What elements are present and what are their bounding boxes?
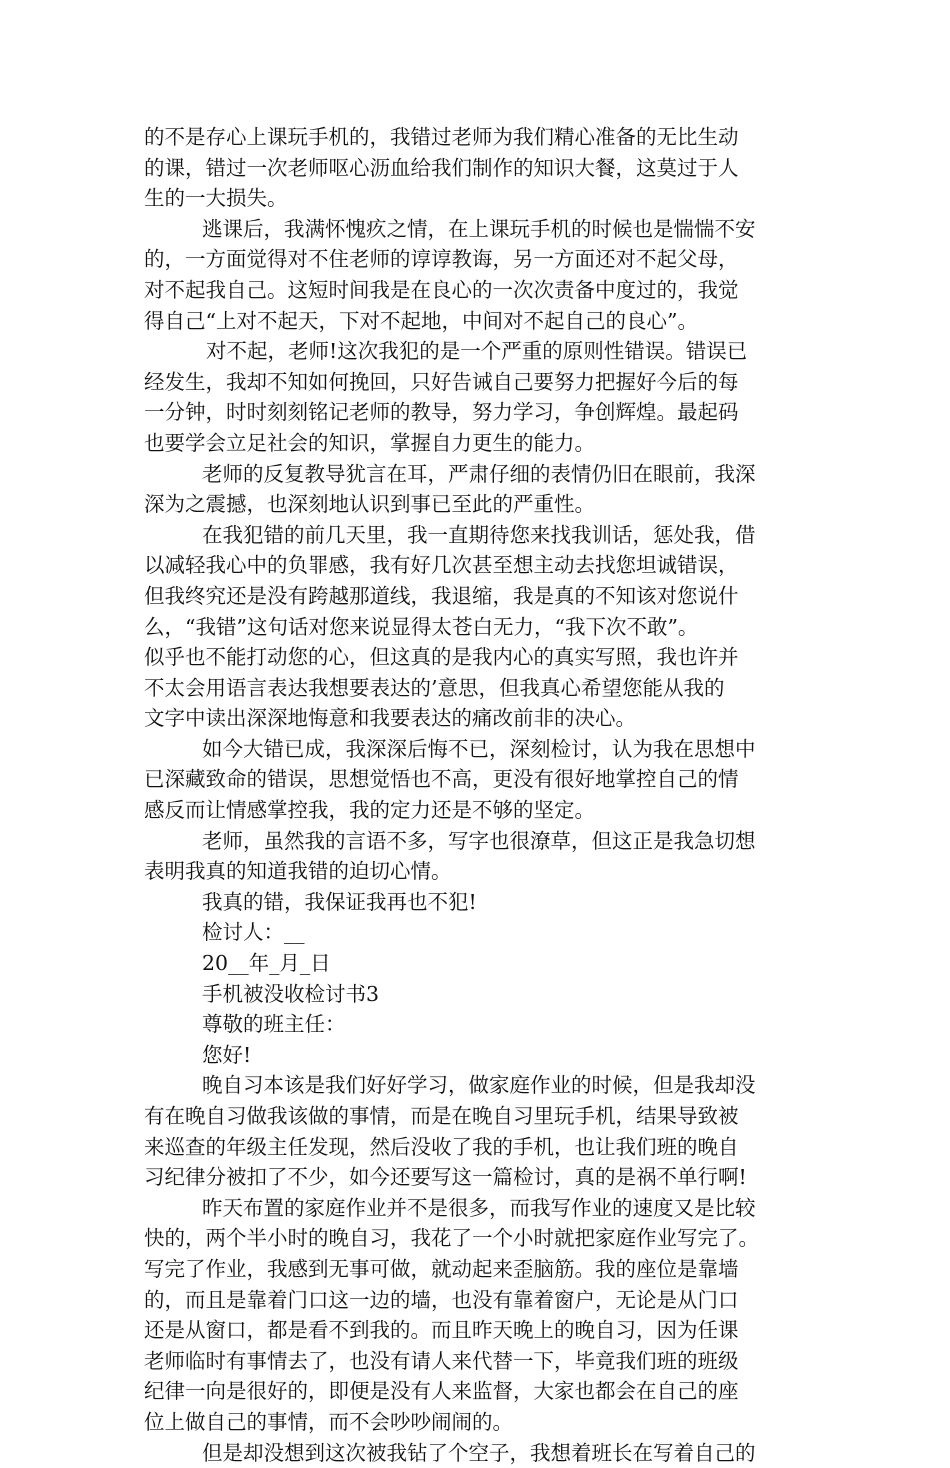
document-paragraph [144,1193,824,1438]
text-line: 检讨人：__ [202,920,305,945]
text-line: 以减轻我心中的负罪感，我有好几次甚至想主动去找您坦诚错误， [144,553,739,578]
text-line: 您好! [202,1042,252,1067]
document-paragraph [144,887,824,918]
text-line: 昨天布置的家庭作业并不是很多，而我写作业的速度又是比较 [202,1195,756,1220]
text-line: 的课，错过一次老师呕心沥血给我们制作的知识大餐，这莫过于人 [144,155,739,180]
text-line: 的，而且是靠着门口这一边的墙，也没有靠着窗户，无论是从门口 [144,1287,739,1312]
text-line: 但是却没想到这次被我钻了个空子，我想着班长在写着自己的 [202,1440,756,1465]
document-paragraph [144,520,824,734]
document-paragraph [144,1040,824,1071]
text-line: 晚自习本该是我们好好学习，做家庭作业的时候，但是我却没 [202,1073,756,1098]
document-paragraph [144,948,824,979]
text-line: 写完了作业，我感到无事可做，就动起来歪脑筋。我的座位是靠墙 [144,1256,739,1281]
document-paragraph [144,1009,824,1040]
text-line: 还是从窗口，都是看不到我的。而且昨天晚上的晚自习，因为任课 [144,1318,739,1343]
text-line: 手机被没收检讨书3 [202,981,380,1006]
document-paragraph [144,917,824,948]
text-line: 得自己“上对不起天，下对不起地，中间对不起自己的良心”。 [144,308,698,333]
text-line: 文字中读出深深地悔意和我要表达的痛改前非的决心。 [144,706,636,731]
text-line: 有在晚自习做我该做的事情，而是在晚自习里玩手机，结果导致被 [144,1104,739,1128]
text-line: 习纪律分被扣了不少，如今还要写这一篇检讨，真的是祸不单行啊! [144,1165,747,1190]
text-line: 对不起，老师!这次我犯的是一个严重的原则性错误。错误已 [206,339,748,364]
text-line: 的，一方面觉得对不住老师的谆谆教诲，另一方面还对不起父母， [144,247,739,272]
text-line: 不太会用语言表达我想要表达的’意思，但我真心希望您能从我的 [144,675,725,700]
document-paragraph [144,1438,824,1468]
text-line: 快的，两个半小时的晚自习，我花了一个小时就把家庭作业写完了。 [144,1226,759,1251]
document-paragraph [144,826,824,887]
text-line: 一分钟，时时刻刻铭记老师的教导，努力学习，争创辉煌。最起码 [144,400,739,425]
text-line: 我真的错，我保证我再也不犯! [202,889,477,914]
text-line: 逃课后，我满怀愧疚之情，在上课玩手机的时候也是惴惴不安 [202,216,756,241]
text-line: 20__年_月_日 [202,951,331,976]
document-paragraph [144,122,824,214]
text-line: 老师的反复教导犹言在耳，严肃仔细的表情仍旧在眼前，我深 [202,461,756,486]
text-line: 老师临时有事情去了，也没有请人来代替一下，毕竟我们班的班级 [144,1348,739,1373]
text-line: 如今大错已成，我深深后悔不已，深刻检讨，认为我在思想中 [202,736,756,761]
document-paragraph [144,459,824,520]
text-line: 在我犯错的前几天里，我一直期待您来找我训话，惩处我，借 [202,522,756,547]
text-line: 也要学会立足社会的知识，掌握自力更生的能力。 [144,430,595,455]
text-line: 来巡查的年级主任发现，然后没收了我的手机，也让我们班的晚自 [144,1134,739,1159]
document-paragraph [144,336,824,458]
document-paragraph [144,979,824,1010]
text-line: 么，“我错”这句话对您来说显得太苍白无力，“我下次不敢”。 [144,614,699,639]
text-line: 对不起我自己。这短时间我是在良心的一次次责备中度过的，我觉 [144,277,739,302]
document-paragraph [144,1070,824,1192]
text-line: 生的一大损失。 [144,186,288,211]
text-line: 表明我真的知道我错的迫切心情。 [144,859,452,884]
text-line: 感反而让情感掌控我，我的定力还是不够的坚定。 [144,798,595,823]
text-line: 已深藏致命的错误，思想觉悟也不高，更没有很好地掌控自己的情 [144,767,739,792]
text-line: 尊敬的班主任： [202,1012,346,1037]
document-paragraph [144,734,824,826]
text-line: 深为之震撼，也深刻地认识到事已至此的严重性。 [144,492,595,517]
document-page [144,122,824,1468]
text-line: 似乎也不能打动您的心，但这真的是我内心的真实写照，我也许并 [144,645,739,670]
text-line: 但我终究还是没有跨越那道线，我退缩，我是真的不知该对您说什 [144,583,739,608]
text-line: 纪律一向是很好的，即便是没有人来监督，大家也都会在自己的座 [144,1379,739,1404]
text-line: 的不是存心上课玩手机的，我错过老师为我们精心准备的无比生动 [144,125,739,149]
text-line: 老师，虽然我的言语不多，写字也很潦草，但这正是我急切想 [202,828,756,853]
text-line: 经发生，我却不知如何挽回，只好告诫自己要努力把握好今后的每 [144,369,739,394]
document-paragraph [144,214,824,336]
text-line: 位上做自己的事情，而不会吵吵闹闹的。 [144,1409,513,1434]
